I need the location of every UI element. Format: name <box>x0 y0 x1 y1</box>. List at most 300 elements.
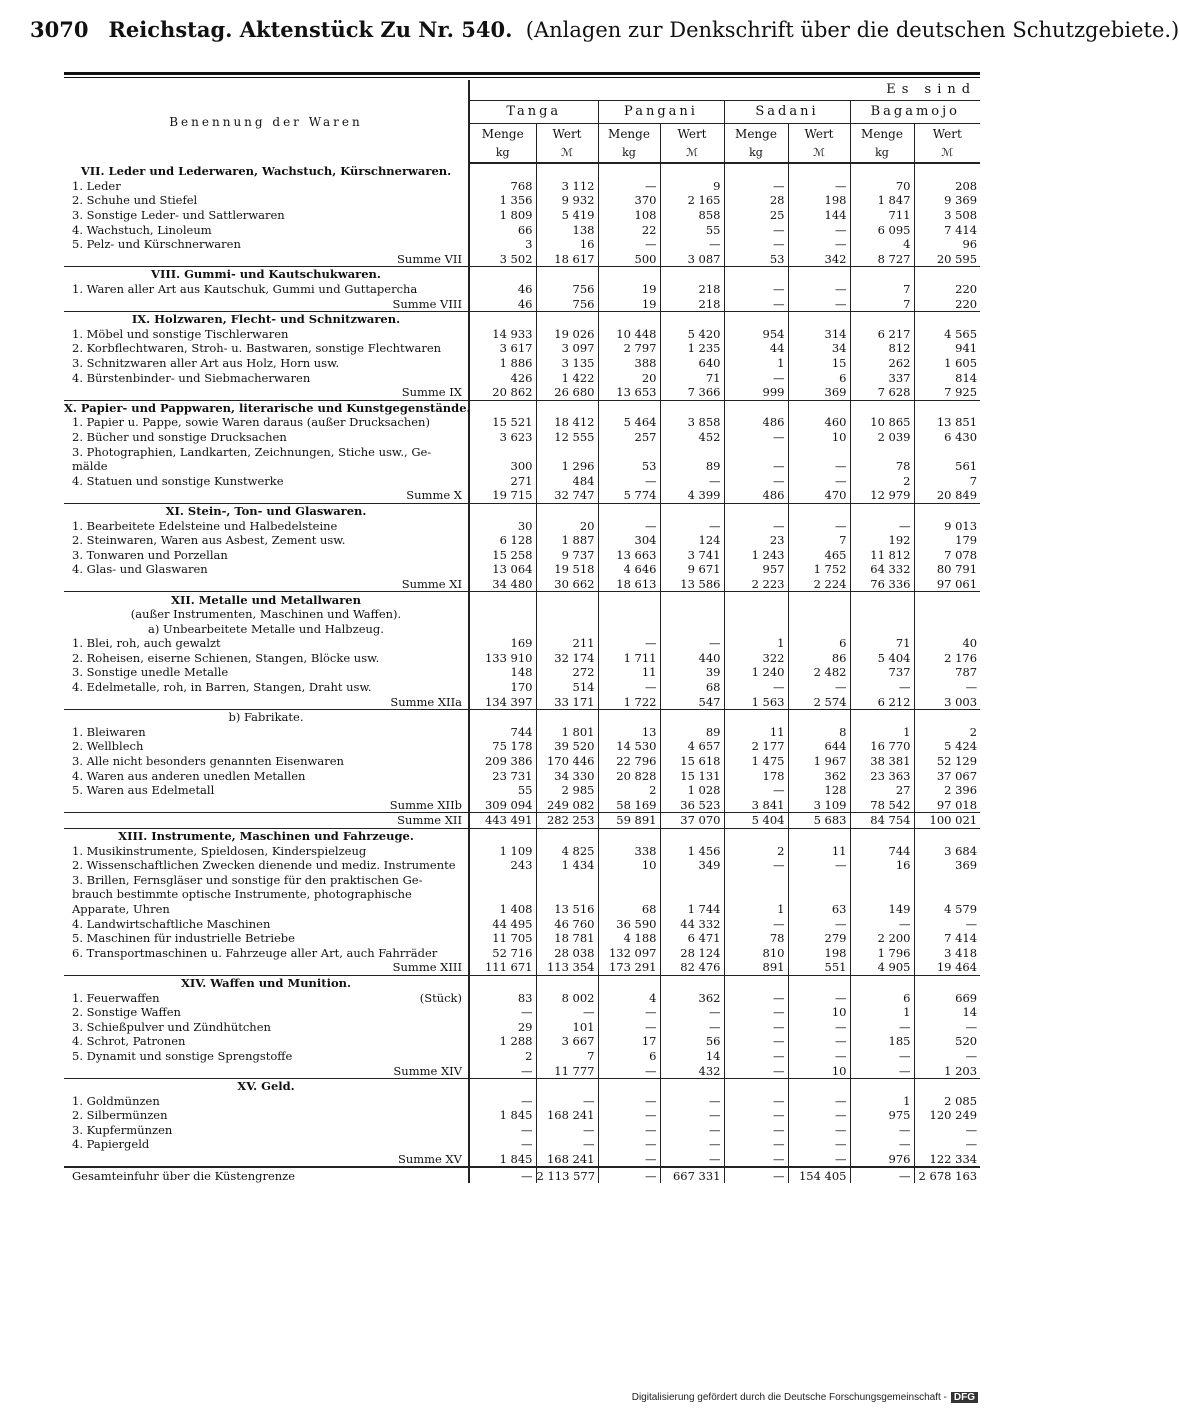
empty-cell <box>914 887 980 902</box>
empty-cell <box>914 311 980 326</box>
wert-cell: 208 <box>914 179 980 194</box>
menge-cell: — <box>724 1019 788 1034</box>
menge-cell: — <box>724 222 788 237</box>
empty-cell <box>660 1078 724 1093</box>
menge-cell: 23 731 <box>469 768 536 783</box>
wert-cell: — <box>788 1019 850 1034</box>
sum-label: Summe XIII <box>64 960 469 975</box>
menge-cell: — <box>598 636 660 651</box>
empty-cell <box>850 828 914 843</box>
table-row <box>64 651 980 666</box>
wert-cell: — <box>788 1108 850 1123</box>
menge-cell: 4 905 <box>850 960 914 975</box>
sum-row <box>64 488 980 503</box>
wert-cell: 520 <box>914 1034 980 1049</box>
section-title: XI. Stein-, Ton- und Glaswaren. <box>165 503 367 518</box>
footer-credit <box>632 1392 978 1403</box>
menge-cell: — <box>724 179 788 194</box>
item-label: 1. Bearbeitete Edelsteine und Halbedelsteine <box>72 518 338 533</box>
menge-cell: 1 <box>724 902 788 917</box>
unit-kg: kg <box>469 144 536 163</box>
menge-cell: 6 <box>598 1049 660 1064</box>
item-label: 2. Steinwaren, Waren aus Asbest, Zement usw. <box>72 533 346 548</box>
menge-cell: 192 <box>850 533 914 548</box>
wert-cell: 941 <box>914 341 980 356</box>
menge-cell: 76 336 <box>850 577 914 592</box>
page-number: 3070 <box>30 17 89 42</box>
menge-cell: 1 <box>724 356 788 371</box>
item-label: 1. Bleiwaren <box>72 724 146 739</box>
wert-cell: 644 <box>788 739 850 754</box>
item-label: 3. Sonstige Leder- und Sattlerwaren <box>72 208 285 223</box>
item-label: 1. Waren aller Art aus Kautschuk, Gummi und Guttapercha <box>72 282 418 297</box>
menge-cell: — <box>724 518 788 533</box>
menge-cell: 10 448 <box>598 327 660 342</box>
menge-cell: — <box>724 1167 788 1183</box>
item-label: Gesamteinfuhr über die Küstengrenze <box>64 1167 469 1183</box>
wert-cell: 19 518 <box>536 562 598 577</box>
wert-cell: — <box>914 1019 980 1034</box>
empty-cell <box>724 1078 788 1093</box>
empty-cell <box>788 503 850 518</box>
section-row <box>64 311 980 326</box>
menge-cell: — <box>469 1005 536 1020</box>
empty-cell <box>788 1078 850 1093</box>
empty-cell <box>660 267 724 282</box>
menge-cell: — <box>724 430 788 445</box>
menge-cell: 957 <box>724 562 788 577</box>
menge-cell: 34 480 <box>469 577 536 592</box>
wert-cell: 218 <box>660 282 724 297</box>
menge-cell: 19 715 <box>469 488 536 503</box>
page-header <box>30 14 1179 46</box>
wert-header: Wert <box>660 124 724 145</box>
wert-cell: 5 683 <box>788 813 850 829</box>
menge-cell: — <box>724 1108 788 1123</box>
menge-cell: — <box>724 783 788 798</box>
wert-cell: — <box>914 916 980 931</box>
wert-cell: 2 482 <box>788 665 850 680</box>
empty-cell <box>914 709 980 724</box>
wert-cell: 37 067 <box>914 768 980 783</box>
item-label: 4. Statuen und sonstige Kunstwerke <box>72 473 284 488</box>
empty-cell <box>469 887 536 902</box>
item-label: brauch bestimmte optische Instrumente, photographische <box>72 887 412 902</box>
menge-header: Menge <box>469 124 536 145</box>
wert-cell: 13 516 <box>536 902 598 917</box>
menge-cell: — <box>598 1137 660 1152</box>
menge-cell: 7 <box>850 282 914 297</box>
menge-cell: 68 <box>598 902 660 917</box>
menge-cell: 13 064 <box>469 562 536 577</box>
menge-cell: 108 <box>598 208 660 223</box>
wert-cell: 547 <box>660 694 724 709</box>
wert-cell: 12 555 <box>536 430 598 445</box>
wert-cell: 561 <box>914 459 980 474</box>
wert-cell: 113 354 <box>536 960 598 975</box>
menge-cell: 2 797 <box>598 341 660 356</box>
wert-cell: 101 <box>536 1019 598 1034</box>
item-label: 3. Brillen, Fernsgläser und sonstige für den praktischen Ge- <box>72 872 423 887</box>
menge-cell: 338 <box>598 843 660 858</box>
empty-cell <box>536 709 598 724</box>
wert-cell: 3 741 <box>660 547 724 562</box>
wert-cell: 6 471 <box>660 931 724 946</box>
wert-cell: 40 <box>914 636 980 651</box>
menge-cell: 78 <box>850 459 914 474</box>
wert-cell: 3 003 <box>914 694 980 709</box>
wert-cell: 814 <box>914 370 980 385</box>
empty-cell <box>536 503 598 518</box>
item-label: 2. Silbermünzen <box>72 1108 168 1123</box>
wert-cell: 6 430 <box>914 430 980 445</box>
wert-cell: — <box>788 179 850 194</box>
menge-cell: 178 <box>724 768 788 783</box>
menge-cell: 486 <box>724 488 788 503</box>
sum-row <box>64 798 980 813</box>
menge-cell: 12 979 <box>850 488 914 503</box>
menge-cell: 2 177 <box>724 739 788 754</box>
wert-cell: 13 851 <box>914 415 980 430</box>
wert-cell: 7 414 <box>914 222 980 237</box>
empty-cell <box>914 1078 980 1093</box>
empty-cell <box>914 621 980 636</box>
wert-cell: 33 171 <box>536 694 598 709</box>
wert-cell: 80 791 <box>914 562 980 577</box>
menge-cell: — <box>598 1019 660 1034</box>
empty-cell <box>598 400 660 415</box>
menge-cell: — <box>724 459 788 474</box>
wert-cell: 4 657 <box>660 739 724 754</box>
menge-cell: 173 291 <box>598 960 660 975</box>
empty-cell <box>788 163 850 179</box>
sum-row <box>64 813 980 829</box>
menge-cell: 443 491 <box>469 813 536 829</box>
menge-cell: — <box>724 1034 788 1049</box>
wert-cell: 16 <box>536 237 598 252</box>
empty-cell <box>850 311 914 326</box>
menge-cell: 44 495 <box>469 916 536 931</box>
wert-cell: 314 <box>788 327 850 342</box>
table-row <box>64 680 980 695</box>
table-row <box>64 990 980 1005</box>
menge-cell: — <box>850 518 914 533</box>
table-row <box>64 843 980 858</box>
wert-cell: 68 <box>660 680 724 695</box>
table-row <box>64 356 980 371</box>
table-row <box>64 739 980 754</box>
wert-cell: 1 967 <box>788 754 850 769</box>
empty-cell <box>850 607 914 622</box>
empty-cell <box>660 607 724 622</box>
table-row <box>64 916 980 931</box>
menge-cell: 954 <box>724 327 788 342</box>
empty-cell <box>850 975 914 990</box>
wert-cell: 362 <box>660 990 724 1005</box>
empty-cell <box>850 503 914 518</box>
menge-cell: 6 095 <box>850 222 914 237</box>
wert-cell: 20 849 <box>914 488 980 503</box>
sum-row <box>64 385 980 400</box>
wert-header: Wert <box>536 124 598 145</box>
empty-cell <box>914 503 980 518</box>
table-row <box>64 768 980 783</box>
header-rule-thin <box>64 77 980 78</box>
wert-cell: — <box>660 1123 724 1138</box>
wert-cell: 1 028 <box>660 783 724 798</box>
menge-cell: 17 <box>598 1034 660 1049</box>
menge-cell: 7 <box>850 296 914 311</box>
empty-cell <box>536 592 598 607</box>
wert-cell: 342 <box>788 252 850 267</box>
menge-cell: 11 <box>598 665 660 680</box>
sum-label: Summe XI <box>64 577 469 592</box>
menge-cell: — <box>598 518 660 533</box>
menge-cell: 23 363 <box>850 768 914 783</box>
wert-cell: 369 <box>788 385 850 400</box>
empty-cell <box>660 444 724 459</box>
menge-cell: 7 628 <box>850 385 914 400</box>
wert-cell: 14 <box>914 1005 980 1020</box>
wert-cell: 2 396 <box>914 783 980 798</box>
table-row <box>64 415 980 430</box>
wert-cell: 198 <box>788 945 850 960</box>
wert-cell: 6 <box>788 636 850 651</box>
wert-cell: 4 565 <box>914 327 980 342</box>
empty-cell <box>536 975 598 990</box>
wert-cell: 144 <box>788 208 850 223</box>
menge-cell: — <box>724 680 788 695</box>
empty-cell <box>724 503 788 518</box>
sum-row <box>64 694 980 709</box>
menge-cell: 25 <box>724 208 788 223</box>
menge-cell: 36 590 <box>598 916 660 931</box>
wert-cell: 122 334 <box>914 1152 980 1168</box>
wert-cell: — <box>788 1123 850 1138</box>
menge-cell: 711 <box>850 208 914 223</box>
empty-cell <box>598 709 660 724</box>
sum-label: Summe XIIb <box>64 798 469 813</box>
table-row <box>64 327 980 342</box>
menge-cell: 11 705 <box>469 931 536 946</box>
menge-cell: 999 <box>724 385 788 400</box>
wert-cell: 120 249 <box>914 1108 980 1123</box>
table-row <box>64 1137 980 1152</box>
empty-cell <box>469 400 536 415</box>
table-row <box>64 636 980 651</box>
wert-cell: 89 <box>660 459 724 474</box>
empty-cell <box>469 828 536 843</box>
menge-cell: 29 <box>469 1019 536 1034</box>
menge-cell: 271 <box>469 473 536 488</box>
menge-cell: 22 <box>598 222 660 237</box>
empty-cell <box>914 444 980 459</box>
wert-cell: 9 932 <box>536 193 598 208</box>
wert-cell: 3 109 <box>788 798 850 813</box>
item-label: 1. Leder <box>72 178 121 193</box>
wert-cell: 20 <box>536 518 598 533</box>
menge-cell: — <box>724 282 788 297</box>
section-title: VIII. Gummi- und Kautschukwaren. <box>151 267 381 282</box>
menge-cell: 1 475 <box>724 754 788 769</box>
section-row <box>64 975 980 990</box>
wert-cell: 71 <box>660 370 724 385</box>
menge-cell: 1 <box>724 636 788 651</box>
menge-cell: 486 <box>724 415 788 430</box>
wert-cell: — <box>788 459 850 474</box>
wert-cell: 1 801 <box>536 725 598 740</box>
menge-cell: 185 <box>850 1034 914 1049</box>
wert-cell: — <box>788 222 850 237</box>
wert-cell: 1 422 <box>536 370 598 385</box>
wert-cell: 432 <box>660 1063 724 1078</box>
menge-cell: 59 891 <box>598 813 660 829</box>
wert-cell: 1 887 <box>536 533 598 548</box>
empty-cell <box>914 267 980 282</box>
wert-cell: 3 112 <box>536 179 598 194</box>
wert-cell: — <box>536 1123 598 1138</box>
wert-cell: 100 021 <box>914 813 980 829</box>
menge-cell: — <box>724 237 788 252</box>
wert-cell: 9 671 <box>660 562 724 577</box>
sum-label: Summe VII <box>64 252 469 267</box>
empty-cell <box>724 887 788 902</box>
menge-cell: 19 <box>598 296 660 311</box>
empty-cell <box>536 873 598 888</box>
item-label: 3. Schießpulver und Zündhütchen <box>72 1019 271 1034</box>
menge-cell: 337 <box>850 370 914 385</box>
section-title: IX. Holzwaren, Flecht- und Schnitzwaren. <box>131 312 401 327</box>
wert-cell: 39 <box>660 665 724 680</box>
wert-cell: 20 595 <box>914 252 980 267</box>
menge-cell: 4 <box>598 990 660 1005</box>
menge-cell: 1 722 <box>598 694 660 709</box>
empty-cell <box>914 975 980 990</box>
item-label: 2. Korbflechtwaren, Stroh- u. Bastwaren, sonstige Flechtwaren <box>72 341 442 356</box>
menge-cell: 744 <box>850 843 914 858</box>
wert-cell: 56 <box>660 1034 724 1049</box>
menge-cell: — <box>724 916 788 931</box>
table-row <box>64 1005 980 1020</box>
wert-cell: — <box>788 473 850 488</box>
wert-cell: — <box>788 282 850 297</box>
table-row <box>64 709 980 724</box>
wert-cell: 3 684 <box>914 843 980 858</box>
wert-cell: 1 456 <box>660 843 724 858</box>
menge-cell: 243 <box>469 858 536 873</box>
wert-cell: 1 235 <box>660 341 724 356</box>
menge-cell: 6 128 <box>469 533 536 548</box>
wert-cell: 1 605 <box>914 356 980 371</box>
section-title: XIII. Instrumente, Maschinen und Fahrzeuge. <box>118 829 414 844</box>
city-header: Sadani <box>724 101 850 124</box>
wert-cell: 7 366 <box>660 385 724 400</box>
wert-cell: — <box>660 1108 724 1123</box>
empty-cell <box>850 267 914 282</box>
table-row <box>64 607 980 622</box>
menge-cell: 304 <box>598 533 660 548</box>
menge-cell: 75 178 <box>469 739 536 754</box>
wert-cell: — <box>914 680 980 695</box>
menge-cell: 1 809 <box>469 208 536 223</box>
sum-label: Summe IX <box>64 385 469 400</box>
empty-cell <box>598 828 660 843</box>
wert-cell: 669 <box>914 990 980 1005</box>
empty-cell <box>788 873 850 888</box>
empty-cell <box>850 444 914 459</box>
sum-row <box>64 577 980 592</box>
menge-cell: 13 <box>598 725 660 740</box>
empty-cell <box>850 163 914 179</box>
wert-cell: 30 662 <box>536 577 598 592</box>
menge-cell: 4 646 <box>598 562 660 577</box>
menge-cell: — <box>598 1167 660 1183</box>
menge-cell: 52 716 <box>469 945 536 960</box>
sum-label: Summe X <box>64 488 469 503</box>
table-row <box>64 282 980 297</box>
menge-cell: 46 <box>469 282 536 297</box>
menge-cell: — <box>850 916 914 931</box>
table-row <box>64 621 980 636</box>
city-header: Tanga <box>469 101 598 124</box>
menge-cell: 1 <box>850 1005 914 1020</box>
sum-label: Summe XIIa <box>64 694 469 709</box>
empty-cell <box>660 887 724 902</box>
wert-cell: 3 418 <box>914 945 980 960</box>
empty-cell <box>598 267 660 282</box>
wert-cell: 2 678 163 <box>914 1167 980 1183</box>
column-header-es-sind: Es sind <box>469 80 980 101</box>
empty-cell <box>788 267 850 282</box>
wert-cell: — <box>788 1137 850 1152</box>
empty-cell <box>914 400 980 415</box>
menge-cell: — <box>598 179 660 194</box>
wert-cell: 89 <box>660 725 724 740</box>
wert-cell: 460 <box>788 415 850 430</box>
wert-cell: 32 174 <box>536 651 598 666</box>
section-title: XII. Metalle und Metallwaren <box>171 592 361 607</box>
wert-header: Wert <box>788 124 850 145</box>
menge-cell: 38 381 <box>850 754 914 769</box>
table-row <box>64 459 980 474</box>
table-row <box>64 887 980 902</box>
empty-cell <box>660 975 724 990</box>
menge-cell: 30 <box>469 518 536 533</box>
menge-cell: — <box>724 1049 788 1064</box>
item-label: 4. Waren aus anderen unedlen Metallen <box>72 768 306 783</box>
empty-cell <box>660 873 724 888</box>
empty-cell <box>788 400 850 415</box>
sum-label: Summe XII <box>64 813 469 829</box>
wert-cell: 7 414 <box>914 931 980 946</box>
table-row <box>64 444 980 459</box>
menge-cell: 18 613 <box>598 577 660 592</box>
wert-cell: 440 <box>660 651 724 666</box>
empty-cell <box>724 709 788 724</box>
item-label: 2. Wellblech <box>72 739 144 754</box>
menge-cell: 1 243 <box>724 547 788 562</box>
item-label: 1. Goldmünzen <box>72 1093 160 1108</box>
item-label: 3. Sonstige unedle Metalle <box>72 665 229 680</box>
empty-cell <box>536 828 598 843</box>
wert-cell: 667 331 <box>660 1167 724 1183</box>
empty-cell <box>724 267 788 282</box>
empty-cell <box>660 709 724 724</box>
menge-cell: — <box>598 473 660 488</box>
empty-cell <box>598 592 660 607</box>
unit-note: (Stück) <box>419 990 462 1005</box>
section-row <box>64 828 980 843</box>
